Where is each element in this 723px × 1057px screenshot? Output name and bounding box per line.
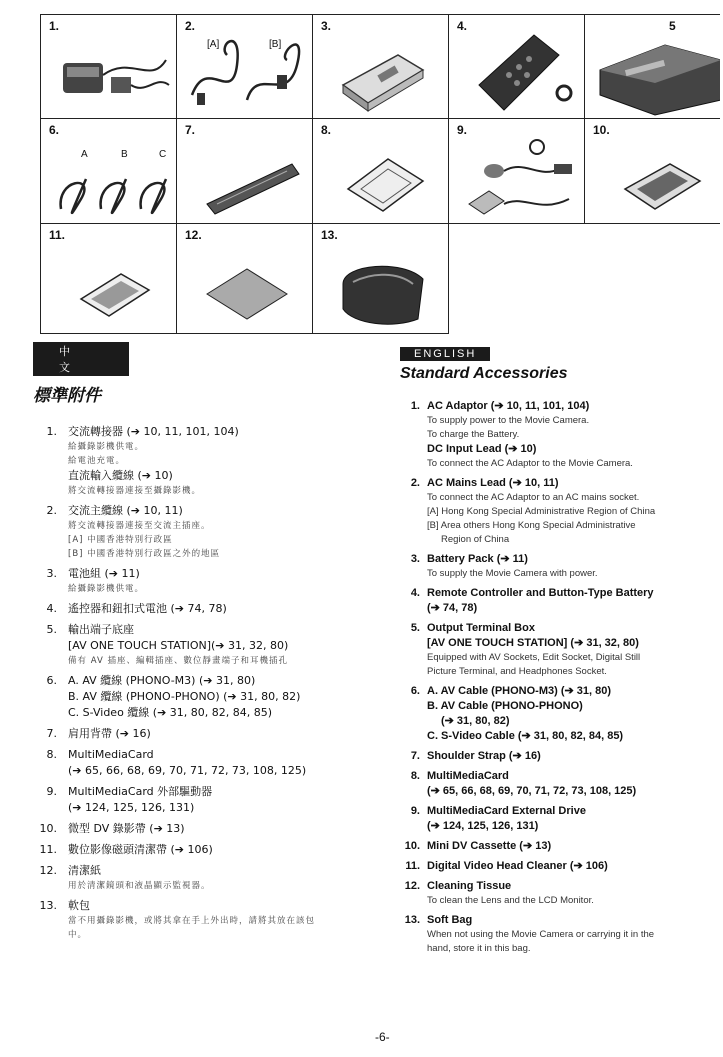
item-description: 中。 xyxy=(68,930,88,940)
item-heading: DC Input Lead (➔ 10) xyxy=(427,443,537,455)
item-description: 備有 AV 插座、編輯插座、數位靜畫端子和耳機插孔 xyxy=(68,656,288,666)
list-item xyxy=(400,586,720,616)
item-description: [B] 中國香港特別行政區之外的地區 xyxy=(68,549,221,559)
item-number: 11. xyxy=(405,860,420,872)
item-number: 5. xyxy=(46,623,57,636)
item-heading: AC Adaptor (➔ 10, 11, 101, 104) xyxy=(427,400,590,412)
item-heading: [AV ONE TOUCH STATION](➔ 31, 32, 80) xyxy=(68,639,289,652)
item-heading: AC Mains Lead (➔ 10, 11) xyxy=(427,477,559,489)
list-item xyxy=(400,859,720,874)
cell-number: 7. xyxy=(185,123,196,137)
item-heading: Cleaning Tissue xyxy=(427,880,512,892)
list-item xyxy=(33,673,388,721)
item-description: hand, store it in this bag. xyxy=(427,943,531,954)
cell-sub-label: C xyxy=(159,149,167,160)
item-heading: 輸出端子底座 xyxy=(68,623,134,636)
output-terminal-box-illustration xyxy=(585,15,720,119)
item-number: 1. xyxy=(46,425,57,438)
item-heading: Digital Video Head Cleaner (➔ 106) xyxy=(427,860,608,872)
item-heading: MultiMediaCard xyxy=(427,770,509,782)
accessory-cell-13 xyxy=(312,223,449,334)
item-description: 將交流轉接器連接至攝錄影機。 xyxy=(68,486,202,496)
cell-number: 3. xyxy=(321,19,332,33)
cell-number: 8. xyxy=(321,123,332,137)
list-item xyxy=(33,622,388,668)
item-heading: 軟包 xyxy=(68,899,90,912)
list-item xyxy=(33,784,388,816)
item-heading: C. S-Video 纜線 (➔ 31, 80, 82, 84, 85) xyxy=(68,706,273,719)
accessories-grid xyxy=(40,14,720,334)
section-title-english: Standard Accessories xyxy=(400,365,568,382)
item-heading: B. AV 纜線 (PHONO-PHONO) (➔ 31, 80, 82) xyxy=(68,690,301,703)
item-heading: (➔ 124, 125, 126, 131) xyxy=(68,801,195,814)
item-description: To clean the Lens and the LCD Monitor. xyxy=(427,895,594,906)
item-description: To charge the Battery. xyxy=(427,429,520,440)
item-heading: Remote Controller and Button-Type Battery xyxy=(427,587,654,599)
item-description: To supply power to the Movie Camera. xyxy=(427,415,590,426)
accessory-cell-3 xyxy=(312,14,449,119)
item-number: 8. xyxy=(46,748,57,761)
list-item xyxy=(400,399,720,471)
item-number: 10. xyxy=(39,822,57,835)
item-description: Region of China xyxy=(441,534,510,545)
item-description: To connect the AC Adaptor to an AC mains socket. xyxy=(427,492,640,503)
item-number: 6. xyxy=(410,685,420,697)
item-heading: 數位影像磁頭清潔帶 (➔ 106) xyxy=(68,843,213,856)
item-number: 9. xyxy=(410,805,420,817)
list-item xyxy=(400,804,720,834)
list-item xyxy=(400,684,720,744)
item-number: 3. xyxy=(410,553,420,565)
accessory-cell-10 xyxy=(584,118,720,224)
list-item xyxy=(400,913,720,956)
list-item xyxy=(33,566,388,596)
external-drive-illustration xyxy=(449,119,585,224)
item-heading: 肩用背帶 (➔ 16) xyxy=(68,727,151,740)
item-description: To connect the AC Adaptor to the Movie Camera. xyxy=(427,458,633,469)
cell-number: 9. xyxy=(457,123,468,137)
item-number: 13. xyxy=(404,914,420,926)
remote-controller-illustration xyxy=(449,15,585,119)
head-cleaner-illustration xyxy=(41,224,177,334)
item-description: Equipped with AV Sockets, Edit Socket, Digital Still xyxy=(427,652,641,663)
list-item xyxy=(400,552,720,581)
accessory-cell-9 xyxy=(448,118,585,224)
accessory-cell-11 xyxy=(40,223,177,334)
item-number: 3. xyxy=(46,567,57,580)
item-heading: 交流轉接器 (➔ 10, 11, 101, 104) xyxy=(68,425,239,438)
item-heading: MultiMediaCard External Drive xyxy=(427,805,586,817)
item-heading: 微型 DV 錄影帶 (➔ 13) xyxy=(68,822,185,835)
mini-dv-cassette-illustration xyxy=(585,119,720,224)
list-item xyxy=(33,726,388,742)
item-number: 5. xyxy=(410,622,420,634)
list-item xyxy=(400,879,720,908)
list-item xyxy=(33,503,388,561)
item-number: 11. xyxy=(39,843,57,856)
item-number: 10. xyxy=(404,840,420,852)
item-heading: (➔ 124, 125, 126, 131) xyxy=(427,820,539,832)
cell-number: 6. xyxy=(49,123,60,137)
item-heading: 交流主纜線 (➔ 10, 11) xyxy=(68,504,183,517)
section-title-chinese: 標準附件 xyxy=(33,386,101,406)
page-number: -6- xyxy=(375,1030,390,1044)
accessory-list-english xyxy=(400,399,720,956)
list-item xyxy=(400,476,720,547)
cell-number: 12. xyxy=(185,228,202,242)
item-heading: (➔ 65, 66, 68, 69, 70, 71, 72, 73, 108, 125) xyxy=(427,785,637,797)
cell-number: 13. xyxy=(321,228,338,242)
item-description: [A] Hong Kong Special Administrative Region of China xyxy=(427,506,656,517)
item-heading: (➔ 74, 78) xyxy=(427,602,478,614)
item-heading: (➔ 31, 80, 82) xyxy=(441,715,510,727)
multimediacard-illustration xyxy=(313,119,449,224)
cell-number: 2. xyxy=(185,19,196,33)
item-heading: [AV ONE TOUCH STATION] (➔ 31, 32, 80) xyxy=(427,637,639,649)
soft-bag-illustration xyxy=(313,224,449,334)
item-heading: Output Terminal Box xyxy=(427,622,535,634)
list-item xyxy=(33,898,388,942)
item-heading: 電池組 (➔ 11) xyxy=(68,567,140,580)
item-number: 2. xyxy=(410,477,420,489)
item-heading: Soft Bag xyxy=(427,914,473,926)
item-number: 8. xyxy=(410,770,420,782)
item-heading: 遙控器和鈕扣式電池 (➔ 74, 78) xyxy=(68,602,227,615)
ac-adaptor-illustration xyxy=(41,15,177,119)
cell-number: 4. xyxy=(457,19,468,33)
list-item xyxy=(33,821,388,837)
item-heading: B. AV Cable (PHONO-PHONO) xyxy=(427,700,583,712)
cell-sub-label: [B] xyxy=(269,39,282,50)
item-description: [B] Area others Hong Kong Special Administrative xyxy=(427,520,636,531)
item-description: 給攝錄影機供電。 xyxy=(68,442,145,452)
item-heading: A. AV 纜線 (PHONO-M3) (➔ 31, 80) xyxy=(68,674,256,687)
item-description: [A] 中國香港特別行政區 xyxy=(68,535,173,545)
av-cables-illustration xyxy=(41,119,177,224)
item-number: 2. xyxy=(46,504,57,517)
item-description: 將交流轉接器連接至交流主插座。 xyxy=(68,521,211,531)
item-number: 12. xyxy=(39,864,57,877)
list-item xyxy=(33,601,388,617)
list-item xyxy=(33,747,388,779)
item-number: 9. xyxy=(46,785,57,798)
item-heading: MultiMediaCard xyxy=(68,748,154,761)
item-number: 4. xyxy=(410,587,420,599)
item-description: 給攝錄影機供電。 xyxy=(68,584,145,594)
accessory-cell-2 xyxy=(176,14,313,119)
chinese-column xyxy=(33,342,388,947)
item-heading: 直流輸入纜線 (➔ 10) xyxy=(68,469,173,482)
language-badge-chinese: 中 文 xyxy=(33,342,129,376)
item-heading: Battery Pack (➔ 11) xyxy=(427,553,528,565)
item-number: 7. xyxy=(410,750,420,762)
list-item xyxy=(400,769,720,799)
cell-sub-label: B xyxy=(121,149,128,160)
item-description: Picture Terminal, and Headphones Socket. xyxy=(427,666,607,677)
list-item xyxy=(33,842,388,858)
accessory-list-chinese xyxy=(33,424,388,942)
cell-number: 1. xyxy=(49,19,60,33)
cell-sub-label: A xyxy=(81,149,88,160)
item-description: 給電池充電。 xyxy=(68,456,126,466)
cleaning-tissue-illustration xyxy=(177,224,313,334)
mains-lead-illustration xyxy=(177,15,313,119)
item-number: 12. xyxy=(404,880,420,892)
english-column xyxy=(400,342,720,961)
item-heading: C. S-Video Cable (➔ 31, 80, 82, 84, 85) xyxy=(427,730,624,742)
list-item xyxy=(33,863,388,893)
accessory-cell-7 xyxy=(176,118,313,224)
list-item xyxy=(33,424,388,498)
item-number: 6. xyxy=(46,674,57,687)
item-number: 7. xyxy=(46,727,57,740)
item-heading: 清潔紙 xyxy=(68,864,101,877)
item-description: 當不用攝錄影機，或將其拿在手上外出時，請將其放在該包 xyxy=(68,916,316,926)
shoulder-strap-illustration xyxy=(177,119,313,224)
accessory-cell-8 xyxy=(312,118,449,224)
item-description: When not using the Movie Camera or carrying it in the xyxy=(427,929,655,940)
accessory-cell-12 xyxy=(176,223,313,334)
item-heading: A. AV Cable (PHONO-M3) (➔ 31, 80) xyxy=(427,685,612,697)
item-description: 用於清潔鏡頭和液晶顯示監視器。 xyxy=(68,881,211,891)
cell-sub-label: [A] xyxy=(207,39,220,50)
accessory-cell-5 xyxy=(584,14,720,119)
accessory-cell-1 xyxy=(40,14,177,119)
item-heading: Mini DV Cassette (➔ 13) xyxy=(427,840,552,852)
item-number: 13. xyxy=(39,899,57,912)
cell-number: 10. xyxy=(593,123,610,137)
item-heading: Shoulder Strap (➔ 16) xyxy=(427,750,541,762)
battery-pack-illustration xyxy=(313,15,449,119)
accessory-cell-4 xyxy=(448,14,585,119)
item-heading: (➔ 65, 66, 68, 69, 70, 71, 72, 73, 108, 125) xyxy=(68,764,307,777)
item-description: To supply the Movie Camera with power. xyxy=(427,568,598,579)
accessory-cell-6 xyxy=(40,118,177,224)
item-number: 4. xyxy=(46,602,57,615)
list-item xyxy=(400,839,720,854)
item-heading: MultiMediaCard 外部驅動器 xyxy=(68,785,213,798)
list-item xyxy=(400,621,720,679)
list-item xyxy=(400,749,720,764)
item-number: 1. xyxy=(410,400,420,412)
language-badge-english: ENGLISH xyxy=(400,347,490,361)
cell-number: 5 xyxy=(669,19,676,33)
cell-number: 11. xyxy=(49,228,66,242)
